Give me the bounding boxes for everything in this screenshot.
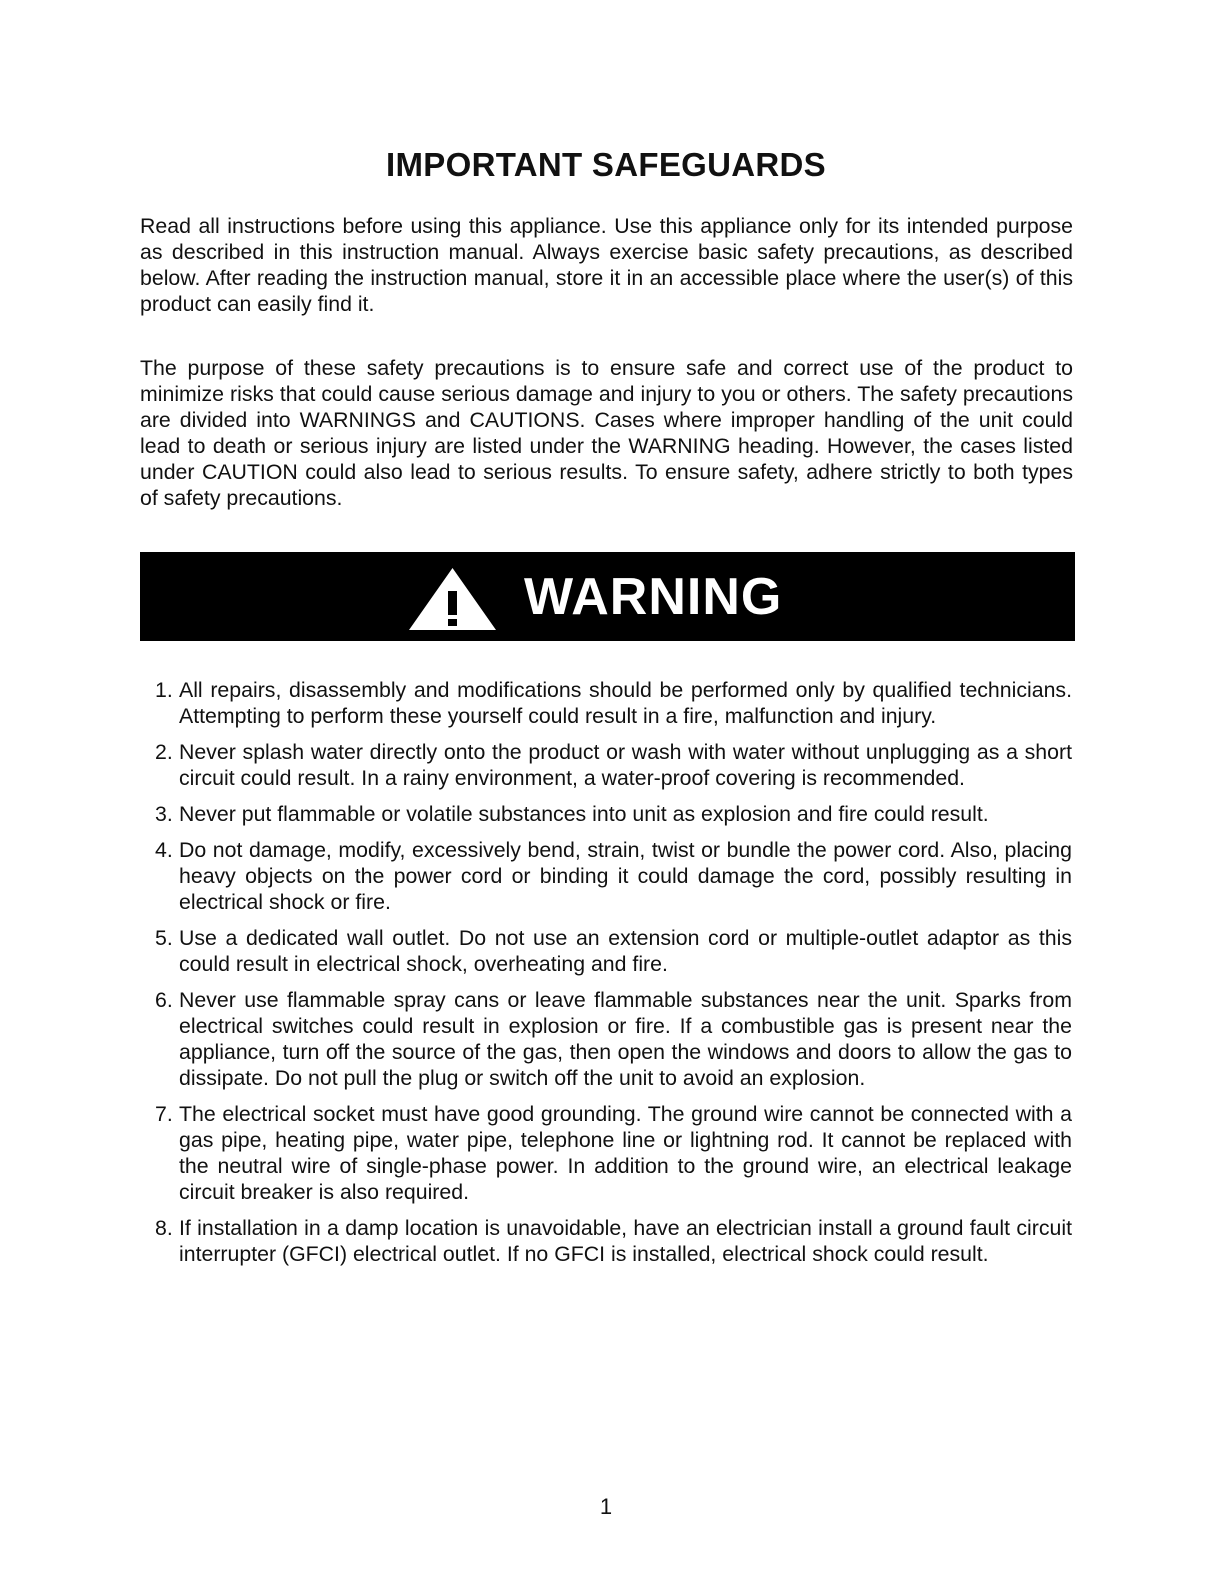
list-item-number: 4. [155,838,173,862]
warning-triangle-icon [407,566,498,632]
list-item [0,801,1072,827]
list-item-number: 6. [155,988,173,1012]
list-item-text: Never use flammable spray cans or leave flammable substances near the unit. Sparks from electrical switches could result in explosion or fire. If a combustible gas is present near the appliance, turn off the source of the gas, then open the windows and doors to allow the gas to dissipate. Do not pull the plug or switch off the unit to avoid an explosion. [179,988,1072,1090]
warning-list [0,677,1212,1277]
list-item-text: The electrical socket must have good grounding. The ground wire cannot be connected with a gas pipe, heating pipe, water pipe, telephone line or lightning rod. It cannot be replaced with the neutral wire of single-phase power. In addition to the ground wire, an electrical leakage circuit breaker is also required. [179,1102,1072,1204]
list-item-number: 1. [155,678,173,702]
page-title: IMPORTANT SAFEGUARDS [386,146,826,183]
list-item [0,1101,1072,1205]
list-item-number: 2. [155,740,173,764]
list-item-text: Never splash water directly onto the product or wash with water without unplugging as a short circuit could result. In a rainy environment, a water-proof covering is recommended. [179,740,1072,790]
list-item [0,739,1072,791]
list-item-text: All repairs, disassembly and modifications should be performed only by qualified technicians. Attempting to perform these yourself could result in a fire, malfunction and injury. [179,678,1072,728]
list-item [0,1215,1072,1267]
list-item-text: Never put flammable or volatile substances into unit as explosion and fire could result. [179,802,989,826]
list-item [0,837,1072,915]
list-item-text: If installation in a damp location is unavoidable, have an electrician install a ground fault circuit interrupter (GFCI) electrical outlet. If no GFCI is installed, electrical shock could result. [179,1216,1072,1266]
list-item-text: Do not damage, modify, excessively bend, strain, twist or bundle the power cord. Also, placing heavy objects on the power cord or binding it could damage the cord, possibly resulting in electrical shock or fire. [179,838,1072,914]
warning-banner [140,552,1075,641]
list-item-number: 7. [155,1102,173,1126]
list-item-number: 5. [155,926,173,950]
intro-paragraph: Read all instructions before using this appliance. Use this appliance only for its intended purpose as described in this instruction manual. Always exercise basic safety precautions, as described below. After reading the instruction manual, store it in an accessible place where the user(s) of this product can easily find it. [140,214,1073,316]
list-item [0,987,1072,1091]
list-item [0,677,1072,729]
list-item [0,925,1072,977]
list-item-text: Use a dedicated wall outlet. Do not use an extension cord or multiple-outlet adaptor as this could result in electrical shock, overheating and fire. [179,926,1072,976]
warning-label: WARNING [524,568,783,626]
purpose-paragraph: The purpose of these safety precautions is to ensure safe and correct use of the product to minimize risks that could cause serious damage and injury to you or others. The safety precautions are divided into WARNINGS and CAUTIONS. Cases where improper handling of the unit could lead to death or serious injury are listed under the WARNING heading. However, the cases listed under CAUTION could also lead to serious results. To ensure safety, adhere strictly to both types of safety precautions. [140,356,1073,510]
list-item-number: 3. [155,802,173,826]
page-number: 1 [599,1494,613,1519]
list-item-number: 8. [155,1216,173,1240]
